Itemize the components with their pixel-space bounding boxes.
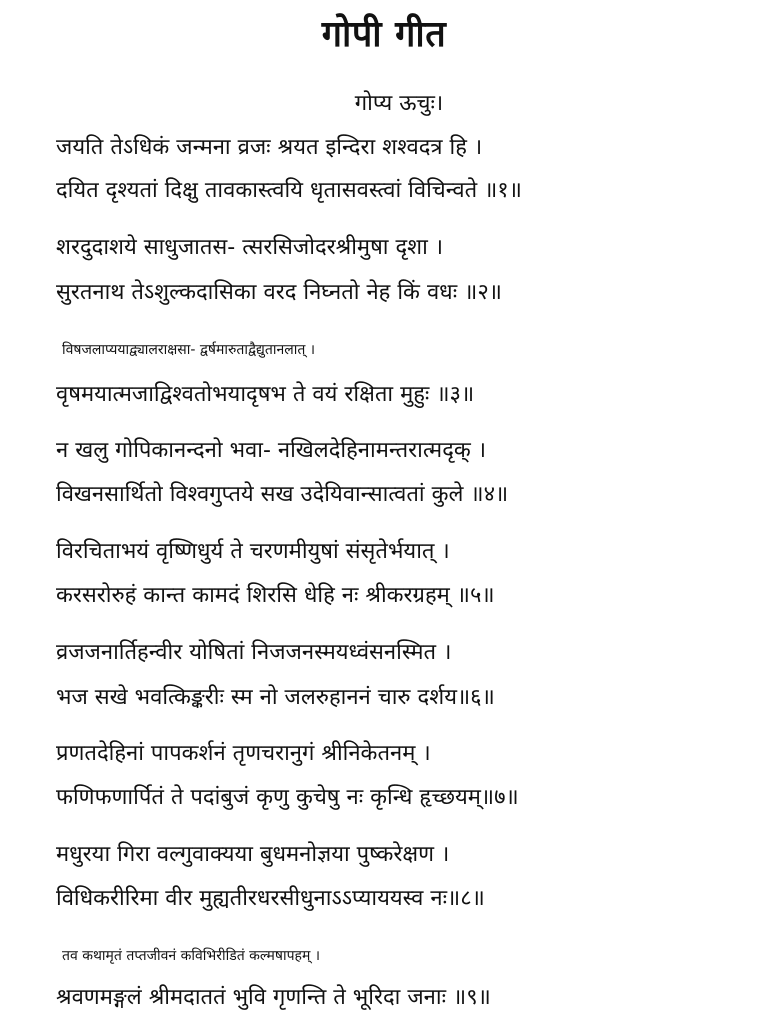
verse-7-line-2: फणिफणार्पितं ते पदांबुजं कृणु कुचेषु नः कृन्धि हृच्छयम्॥७॥ <box>56 785 519 810</box>
verse-8-line-1: मधुरया गिरा वल्गुवाक्यया बुधमनोज्ञया पुष्करेक्षण । <box>56 842 450 867</box>
verse-1-line-2: दयित दृश्यतां दिक्षु तावकास्त्वयि धृतासवस्त्वां विचिन्वते ॥१॥ <box>56 178 522 203</box>
verse-9-line-2: श्रवणमङ्गलं श्रीमदाततं भुवि गृणन्ति ते भूरिदा जनाः ॥९॥ <box>56 985 491 1010</box>
verse-5-line-1: विरचिताभयं वृष्णिधुर्य ते चरणमीयुषां संसृतेर्भयात् । <box>56 539 450 564</box>
verse-2-line-1: शरदुदाशये साधुजातस- त्सरसिजोदरश्रीमुषा दृशा । <box>56 235 444 260</box>
verse-6-line-2: भज सखे भवत्किङ्करीः स्म नो जलरुहाननं चारु दर्शय॥६॥ <box>56 685 495 710</box>
speaker-heading: गोप्य ऊचुः। <box>354 91 444 116</box>
verse-1-line-1: जयति तेऽधिकं जन्मना व्रजः श्रयत इन्दिरा शश्वदत्र हि । <box>56 135 483 160</box>
verse-6-line-1: व्रजजनार्तिहन्वीर योषितां निजजनस्मयध्वंसनस्मित । <box>56 640 452 665</box>
verse-4-line-2: विखनसार्थितो विश्वगुप्तये सख उदेयिवान्सात्वतां कुले ॥४॥ <box>56 482 509 507</box>
verse-7-line-1: प्रणतदेहिनां पापकर्शनं तृणचरानुगं श्रीनिकेतनम् । <box>56 741 431 766</box>
page-title: गोपी गीत <box>321 14 447 55</box>
verse-5-line-2: करसरोरुहं कान्त कामदं शिरसि धेहि नः श्रीकरग्रहम् ॥५॥ <box>56 583 495 608</box>
verse-4-line-1: न खलु गोपिकानन्दनो भवा- नखिलदेहिनामन्तरात्मदृक् । <box>56 438 487 463</box>
verse-9-line-1: तव कथामृतं तप्तजीवनं कविभिरीडितं कल्मषापहम् । <box>62 948 321 964</box>
verse-8-line-2: विधिकरीरिमा वीर मुह्यतीरधरसीधुनाऽऽप्याययस्व नः॥८॥ <box>56 886 485 911</box>
verse-3-line-1: विषजलाप्ययाद्व्यालराक्षसा- द्वर्षमारुताद्वैद्युतानलात् । <box>62 342 316 358</box>
verse-3-line-2: वृषमयात्मजाद्विश्वतोभयादृषभ ते वयं रक्षिता मुहुः ॥३॥ <box>56 382 475 407</box>
verse-2-line-2: सुरतनाथ तेऽशुल्कदासिका वरद निघ्नतो नेह किं वधः ॥२॥ <box>56 280 502 305</box>
